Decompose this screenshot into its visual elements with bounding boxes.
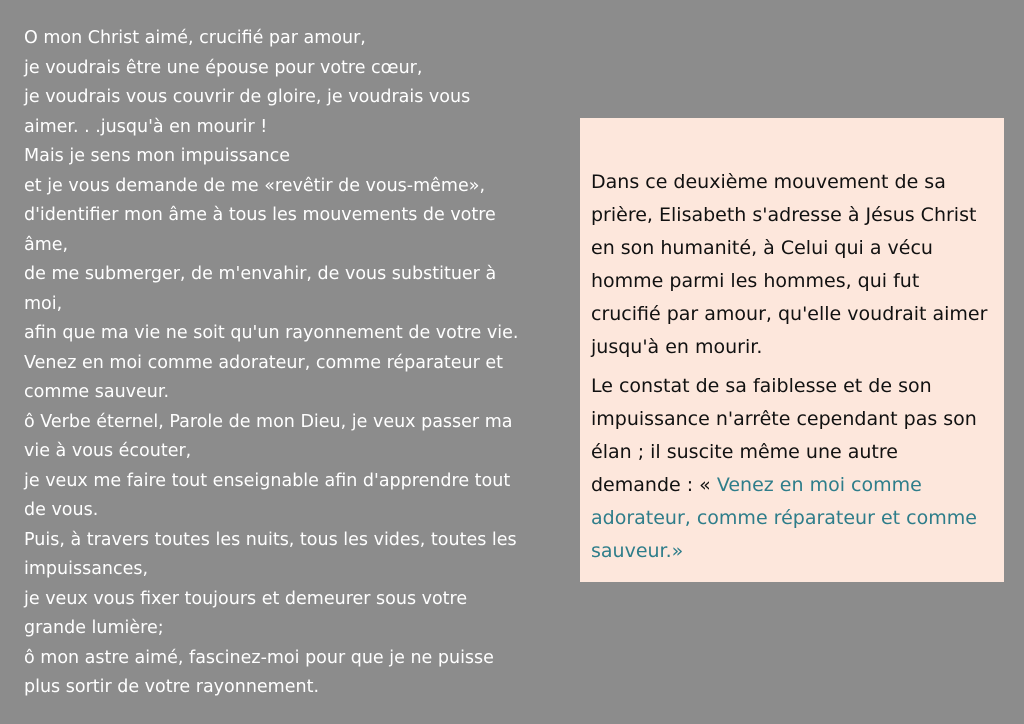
poem-line: O mon Christ aimé, crucifié par amour, (24, 28, 366, 48)
poem-line: plus sortir de votre rayonnement. (24, 677, 320, 697)
poem-line: Mais je sens mon impuissance (24, 146, 291, 166)
poem-line: ô mon astre aimé, fascinez-moi pour que je ne puisse (24, 647, 494, 668)
poem-line: je voudrais être une épouse pour votre cœur, (24, 57, 423, 78)
poem-line: âme, (24, 234, 69, 255)
poem-line: afin que ma vie ne soit qu'un rayonnement de votre vie. (24, 323, 519, 343)
poem-line: je veux vous fixer toujours et demeurer sous votre (24, 588, 468, 609)
poem-line: vie à vous écouter, (24, 441, 192, 461)
commentary-paragraph-1: Dans ce deuxième mouvement de sa prière, Elisabeth s'adresse à Jésus Christ en son humanité, à Celui qui a vécu homme parmi les hommes, qui fut crucifié par amour, qu'elle voudrait aimer jusqu'à en mourir. (591, 171, 988, 358)
poem-line: impuissances, (24, 559, 149, 579)
poem-line: moi, (24, 293, 63, 314)
commentary-box (580, 118, 1004, 582)
poem-line: aimer. . .jusqu'à en mourir ! (24, 116, 268, 137)
poem-line: ô Verbe éternel, Parole de mon Dieu, je veux passer ma (24, 411, 513, 432)
commentary-paragraph-2-text: Le constat de sa faiblesse et de son impuissance n'arrête cependant pas son élan ; il suscite même une autre demande : « (591, 375, 977, 496)
poem-line: Puis, à travers toutes les nuits, tous les vides, toutes les (24, 529, 517, 550)
poem-line: d'identifier mon âme à tous les mouvements de votre (24, 205, 496, 225)
commentary-quote: Venez en moi comme adorateur, comme réparateur et comme sauveur.» (591, 474, 977, 562)
poem-text (24, 24, 564, 703)
poem-line: comme sauveur. (24, 382, 170, 402)
poem-line: je veux me faire tout enseignable afin d'apprendre tout (24, 470, 511, 491)
commentary-paragraph-2 (591, 370, 988, 568)
poem-line: Venez en moi comme adorateur, comme réparateur et (24, 352, 504, 373)
poem-line: grande lumière; (24, 618, 164, 638)
poem-line: de me submerger, de m'envahir, de vous substituer à (24, 264, 497, 284)
poem-line: je voudrais vous couvrir de gloire, je voudrais vous (24, 87, 471, 107)
poem-line: de vous. (24, 500, 99, 520)
poem-line: et je vous demande de me «revêtir de vous-même», (24, 175, 486, 196)
